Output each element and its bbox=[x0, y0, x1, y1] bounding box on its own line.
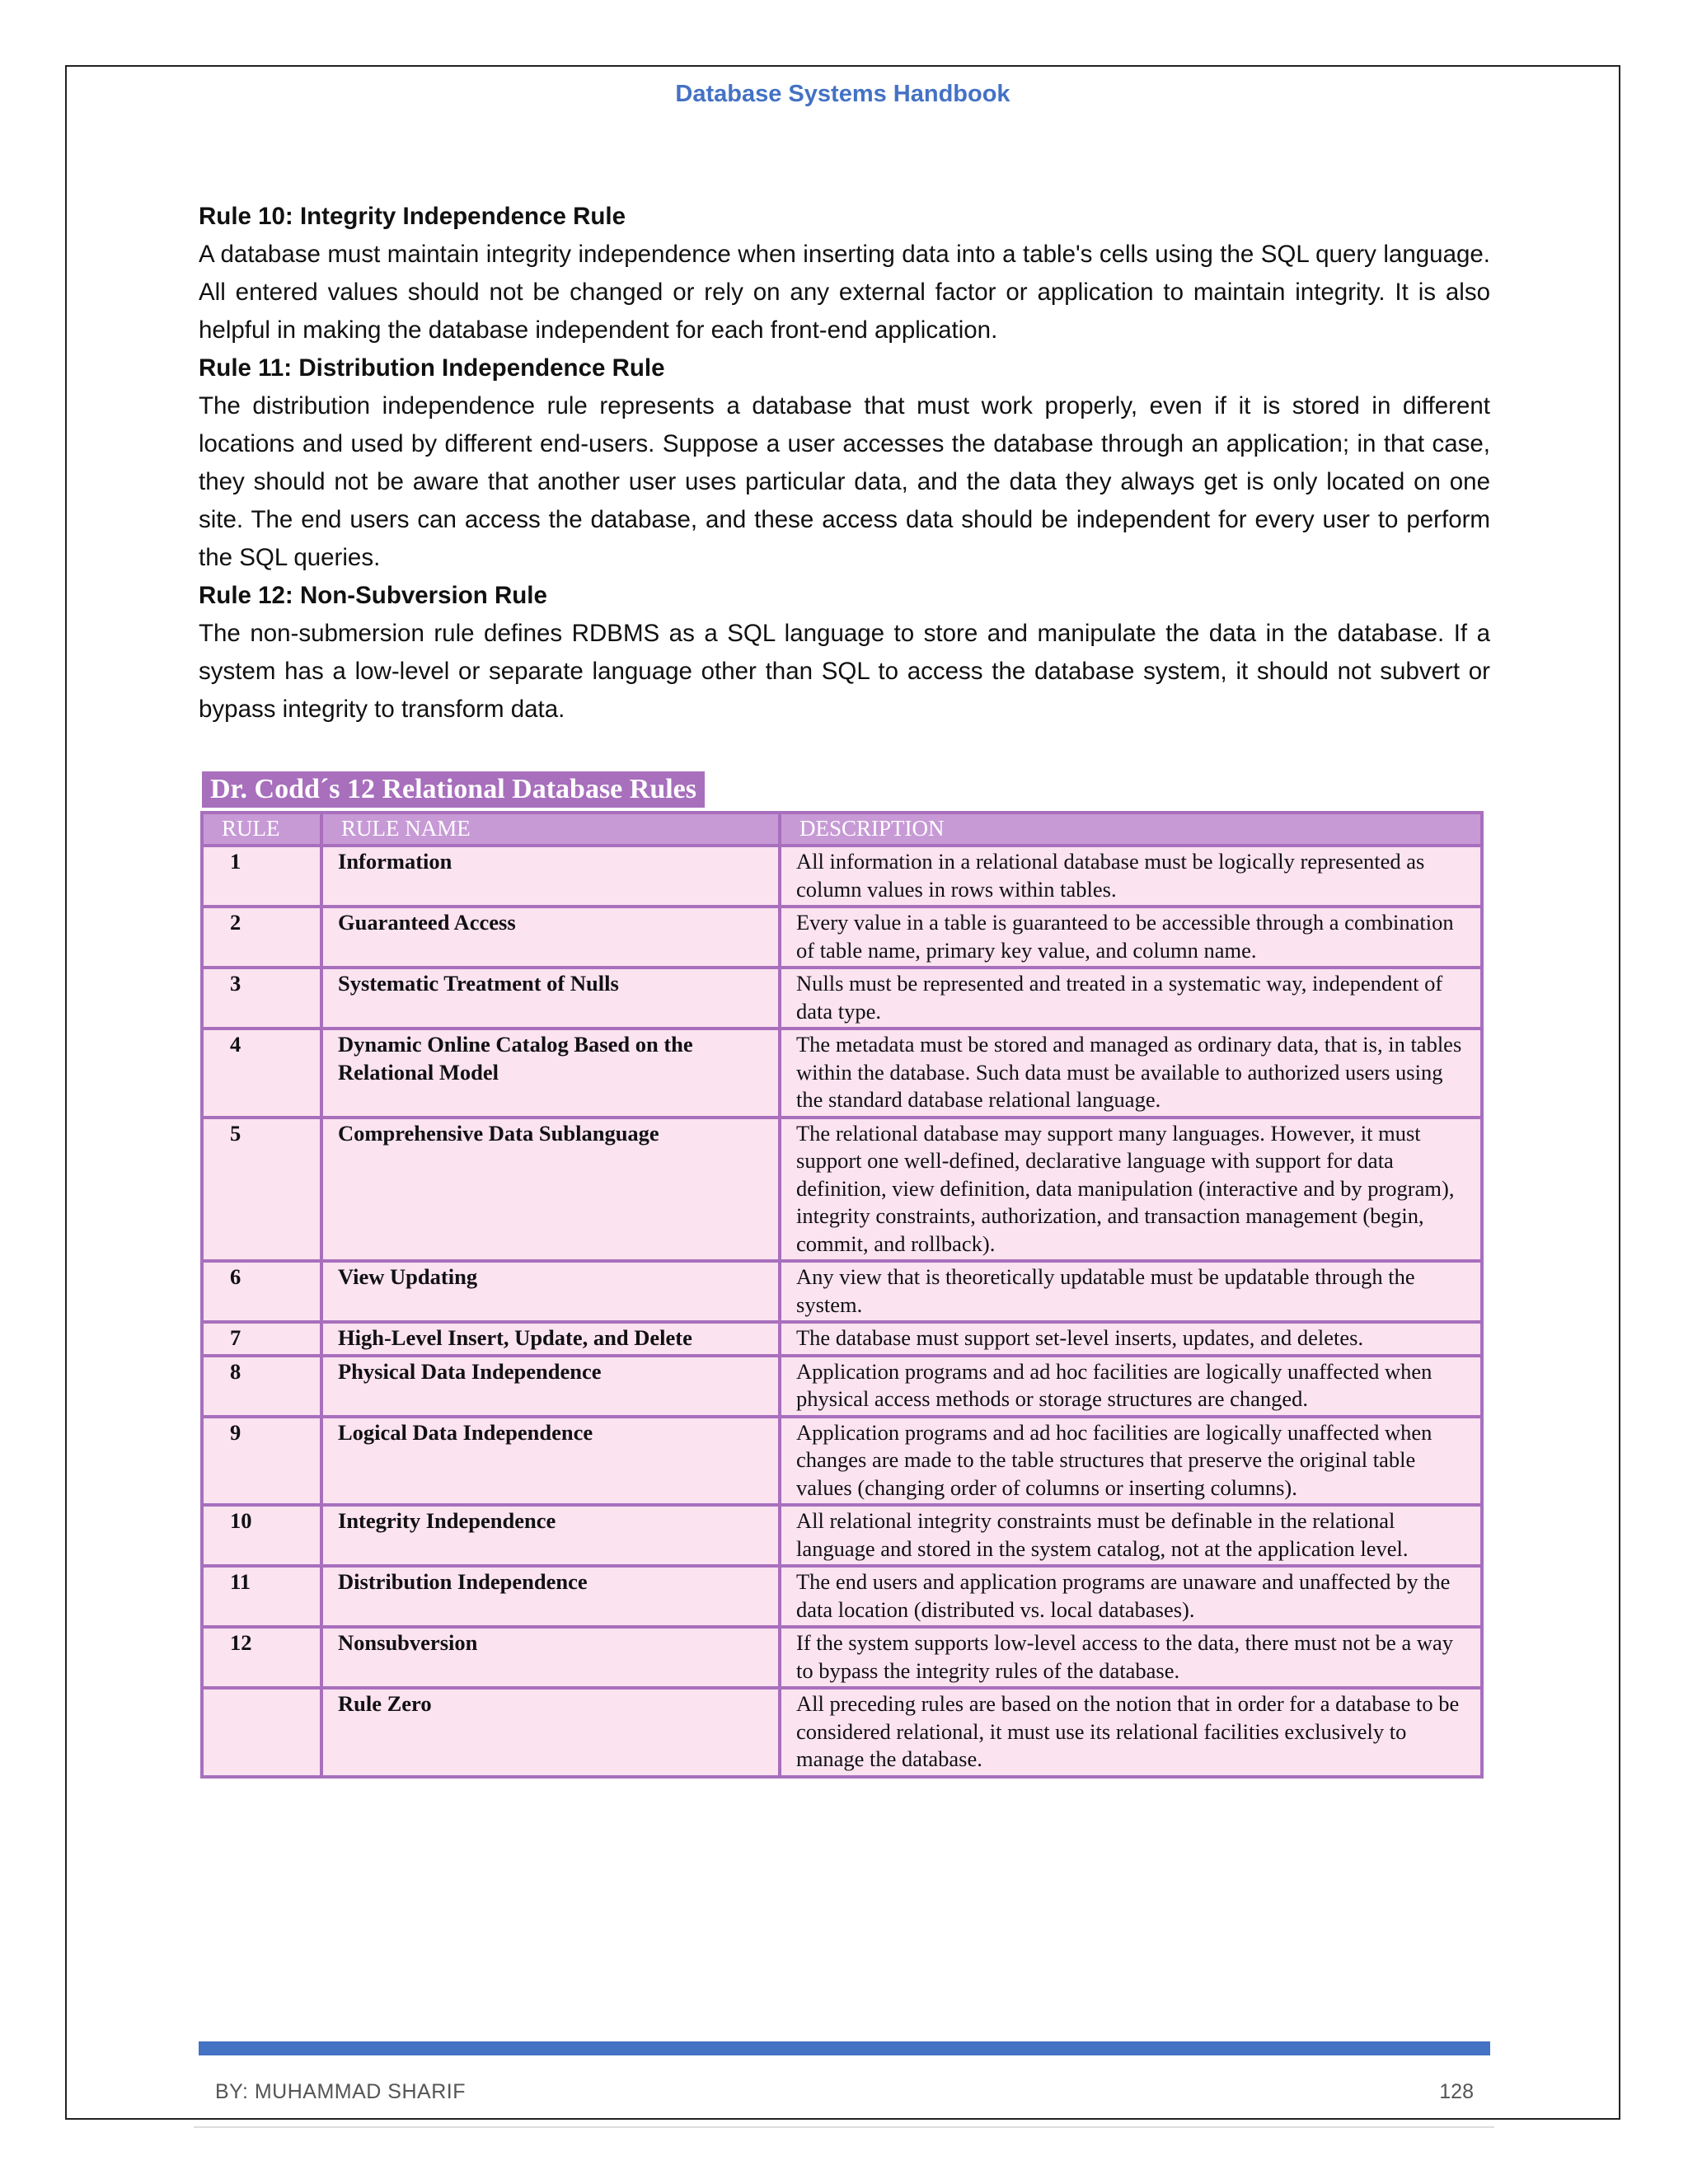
page-number: 128 bbox=[1439, 2080, 1474, 2103]
rule-number: 7 bbox=[202, 1322, 321, 1356]
rule-number: 6 bbox=[202, 1261, 321, 1322]
rule-10-body: A database must maintain integrity independence when inserting data into a table's cells using the SQL query language. All entered values should not be changed or rely on any external factor or application to maintain integrity. It is also helpful in making the database independent for each front-end application. bbox=[199, 241, 1490, 344]
rule-number: 10 bbox=[202, 1505, 321, 1566]
rule-description: All information in a relational database must be logically represented as column values in rows within tables. bbox=[780, 846, 1482, 907]
rule-name: Information bbox=[321, 846, 780, 907]
column-header-rule: RULE bbox=[202, 813, 321, 846]
rule-name: View Updating bbox=[321, 1261, 780, 1322]
rule-number: 1 bbox=[202, 846, 321, 907]
rule-number: 2 bbox=[202, 907, 321, 968]
table-row bbox=[202, 1505, 1482, 1566]
table-row bbox=[202, 1029, 1482, 1118]
rule-name: High-Level Insert, Update, and Delete bbox=[321, 1322, 780, 1356]
table-row bbox=[202, 1688, 1482, 1777]
rule-10-heading: Rule 10: Integrity Independence Rule bbox=[199, 203, 626, 230]
table-row bbox=[202, 846, 1482, 907]
rule-description: Any view that is theoretically updatable must be updatable through the system. bbox=[780, 1261, 1482, 1322]
rule-number: 5 bbox=[202, 1118, 321, 1262]
table-row bbox=[202, 1417, 1482, 1506]
table-title: Dr. Codd´s 12 Relational Database Rules bbox=[202, 771, 705, 808]
rule-number: 11 bbox=[202, 1566, 321, 1627]
rule-description: The database must support set-level inserts, updates, and deletes. bbox=[780, 1322, 1482, 1356]
running-header: Database Systems Handbook bbox=[675, 81, 1010, 107]
rule-number: 8 bbox=[202, 1356, 321, 1417]
rule-name: Integrity Independence bbox=[321, 1505, 780, 1566]
rule-description: If the system supports low-level access to the data, there must not be a way to bypass the integrity rules of the database. bbox=[780, 1627, 1482, 1688]
rule-description: The metadata must be stored and managed as ordinary data, that is, in tables within the database. Such data must be available to authorized users using the standard database relational language. bbox=[780, 1029, 1482, 1118]
table-row bbox=[202, 1566, 1482, 1627]
footer-author: BY: MUHAMMAD SHARIF bbox=[215, 2080, 466, 2103]
rule-12-heading: Rule 12: Non-Subversion Rule bbox=[199, 582, 547, 609]
footer-bar bbox=[199, 2041, 1490, 2055]
codd-rules-table bbox=[200, 811, 1484, 1779]
rule-11-heading: Rule 11: Distribution Independence Rule bbox=[199, 354, 665, 382]
rule-name: Logical Data Independence bbox=[321, 1417, 780, 1506]
rule-11-body: The distribution independence rule represents a database that must work properly, even if it is stored in different locations and used by different end-users. Suppose a user accesses the database through an application; in that case, they should not be aware that another user uses particular data, and the data they always get is only located on one site. The end users can access the database, and these access data should be independent for every user to perform the SQL queries. bbox=[199, 392, 1490, 571]
rule-description: Application programs and ad hoc facilities are logically unaffected when changes are made to the table structures that preserve the original table values (changing order of columns or inserting columns). bbox=[780, 1417, 1482, 1506]
rule-description: All relational integrity constraints must be definable in the relational language and stored in the system catalog, not at the application level. bbox=[780, 1505, 1482, 1566]
rule-description: Application programs and ad hoc facilities are logically unaffected when physical access methods or storage structures are changed. bbox=[780, 1356, 1482, 1417]
table-row bbox=[202, 1627, 1482, 1688]
rule-name: Dynamic Online Catalog Based on the Relational Model bbox=[321, 1029, 780, 1118]
rule-name: Systematic Treatment of Nulls bbox=[321, 968, 780, 1029]
rule-number: 4 bbox=[202, 1029, 321, 1118]
rule-name: Rule Zero bbox=[321, 1688, 780, 1777]
table-row bbox=[202, 1322, 1482, 1356]
rule-number: 3 bbox=[202, 968, 321, 1029]
rule-name: Comprehensive Data Sublanguage bbox=[321, 1118, 780, 1262]
rule-name: Nonsubversion bbox=[321, 1627, 780, 1688]
bottom-divider bbox=[194, 2126, 1494, 2128]
rule-number bbox=[202, 1688, 321, 1777]
rule-number: 9 bbox=[202, 1417, 321, 1506]
table-header-row bbox=[202, 813, 1482, 846]
table-row bbox=[202, 1261, 1482, 1322]
rule-12-body: The non-submersion rule defines RDBMS as a SQL language to store and manipulate the data in the database. If a system has a low-level or separate language other than SQL to access the database system, it should not subvert or bypass integrity to transform data. bbox=[199, 620, 1490, 723]
rule-name: Distribution Independence bbox=[321, 1566, 780, 1627]
rule-description: The relational database may support many languages. However, it must support one well-defined, declarative language with support for data definition, view definition, data manipulation (interactive and by program), integrity constraints, authorization, and transaction management (begin, commit, and rollback). bbox=[780, 1118, 1482, 1262]
table-row bbox=[202, 907, 1482, 968]
column-header-rule-name: RULE NAME bbox=[321, 813, 780, 846]
rule-description: Nulls must be represented and treated in a systematic way, independent of data type. bbox=[780, 968, 1482, 1029]
table-row bbox=[202, 1356, 1482, 1417]
rule-description: Every value in a table is guaranteed to be accessible through a combination of table name, primary key value, and column name. bbox=[780, 907, 1482, 968]
rule-description: All preceding rules are based on the notion that in order for a database to be considered relational, it must use its relational facilities exclusively to manage the database. bbox=[780, 1688, 1482, 1777]
table-row bbox=[202, 968, 1482, 1029]
rule-name: Physical Data Independence bbox=[321, 1356, 780, 1417]
rule-name: Guaranteed Access bbox=[321, 907, 780, 968]
table-row bbox=[202, 1118, 1482, 1262]
body-text bbox=[199, 198, 1490, 729]
rule-number: 12 bbox=[202, 1627, 321, 1688]
column-header-description: DESCRIPTION bbox=[780, 813, 1482, 846]
rule-description: The end users and application programs are unaware and unaffected by the data location (distributed vs. local databases). bbox=[780, 1566, 1482, 1627]
